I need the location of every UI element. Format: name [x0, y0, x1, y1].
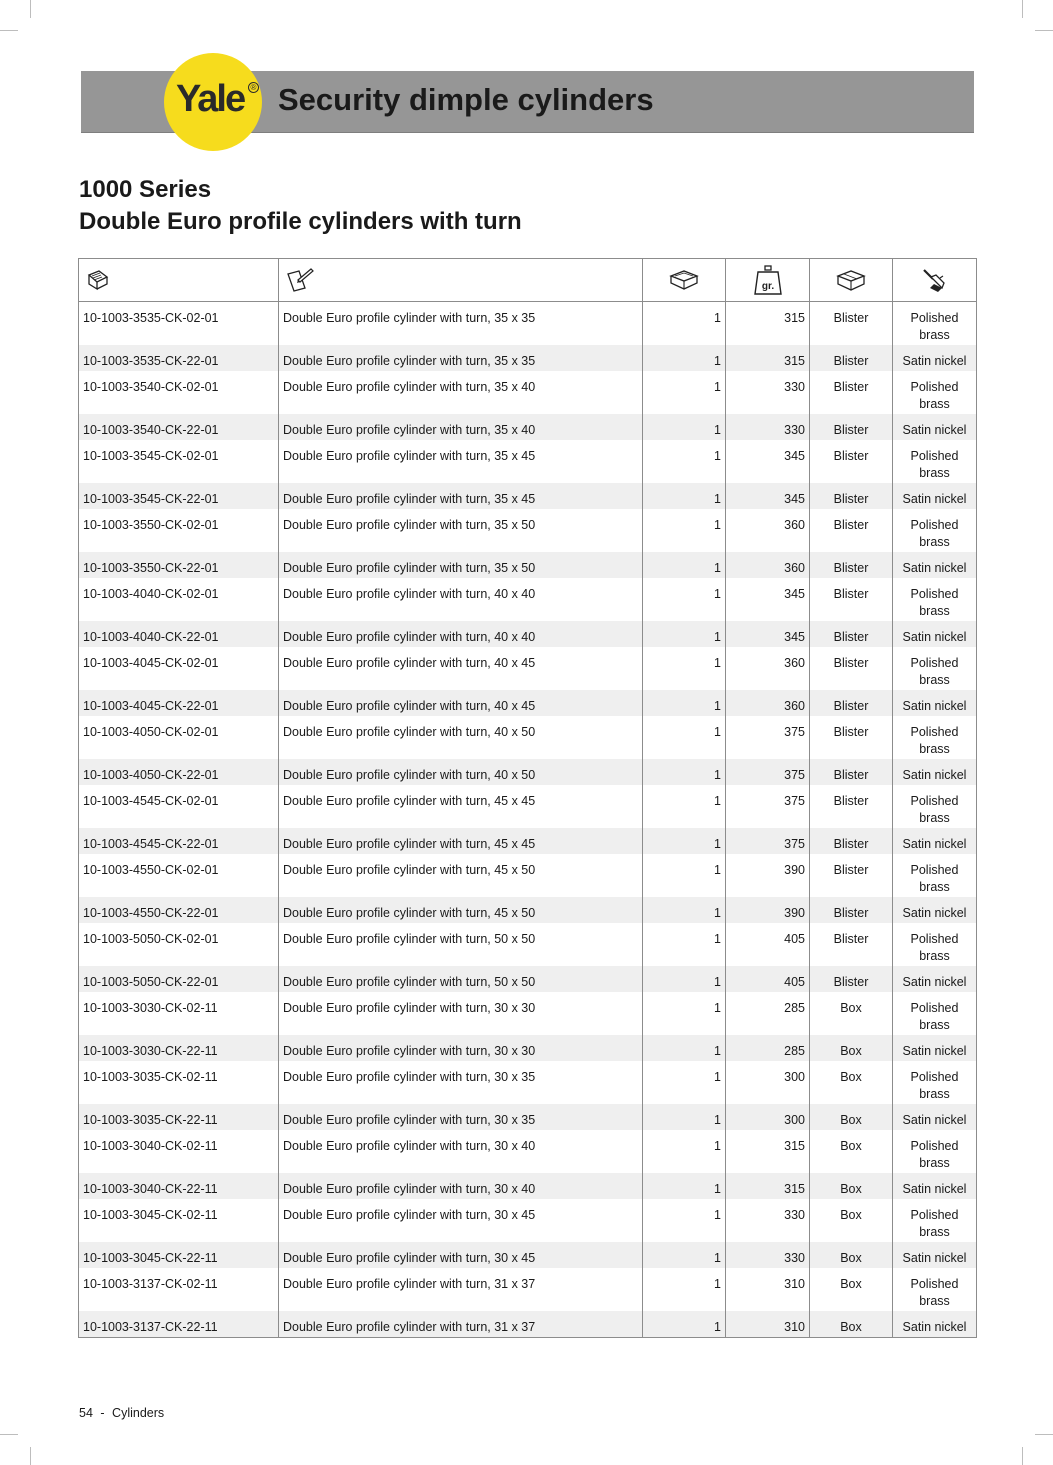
table-row [79, 1061, 977, 1104]
table-row [79, 1130, 977, 1173]
cell-quantity: 1 [643, 759, 726, 785]
footer-section: Cylinders [112, 1406, 165, 1420]
table-row [79, 1173, 977, 1199]
cell-quantity: 1 [643, 440, 726, 483]
cell-code: 10-1003-3550-CK-22-01 [79, 552, 279, 578]
cell-quantity: 1 [643, 716, 726, 759]
cell-weight: 375 [726, 785, 810, 828]
cell-code: 10-1003-3045-CK-02-11 [79, 1199, 279, 1242]
table-row [79, 552, 977, 578]
cell-weight: 375 [726, 716, 810, 759]
table-row [79, 302, 977, 346]
column-header-finish [893, 259, 977, 302]
crop-mark [1035, 30, 1053, 31]
table-row [79, 345, 977, 371]
footer-separator: - [100, 1406, 105, 1420]
cell-finish: Satin nickel [893, 552, 977, 578]
description-pen-icon [285, 266, 315, 294]
cell-packaging: Box [810, 1173, 893, 1199]
cell-code: 10-1003-3540-CK-02-01 [79, 371, 279, 414]
cell-quantity: 1 [643, 1061, 726, 1104]
cell-weight: 315 [726, 345, 810, 371]
cell-quantity: 1 [643, 647, 726, 690]
cell-description: Double Euro profile cylinder with turn, 45 x 50 [279, 854, 643, 897]
table-row [79, 828, 977, 854]
table-row [79, 371, 977, 414]
table-row [79, 923, 977, 966]
cell-packaging: Blister [810, 302, 893, 346]
cell-quantity: 1 [643, 1130, 726, 1173]
cell-quantity: 1 [643, 621, 726, 647]
table-row [79, 966, 977, 992]
crop-mark [0, 30, 18, 31]
cell-packaging: Box [810, 1311, 893, 1338]
cell-code: 10-1003-3030-CK-22-11 [79, 1035, 279, 1061]
cell-packaging: Blister [810, 414, 893, 440]
cell-description: Double Euro profile cylinder with turn, 40 x 45 [279, 647, 643, 690]
page-number: 54 [79, 1406, 93, 1420]
cell-packaging: Blister [810, 690, 893, 716]
cell-quantity: 1 [643, 897, 726, 923]
cell-weight: 405 [726, 923, 810, 966]
column-header-packaging [810, 259, 893, 302]
cell-weight: 330 [726, 371, 810, 414]
packaging-box-icon [835, 267, 867, 293]
cell-packaging: Box [810, 1199, 893, 1242]
product-table [78, 258, 977, 1338]
cell-weight: 300 [726, 1061, 810, 1104]
cell-finish: Polished brass [893, 1130, 977, 1173]
cell-weight: 330 [726, 1199, 810, 1242]
cell-quantity: 1 [643, 992, 726, 1035]
table-row [79, 509, 977, 552]
cell-code: 10-1003-4045-CK-22-01 [79, 690, 279, 716]
cell-weight: 330 [726, 414, 810, 440]
cell-code: 10-1003-4045-CK-02-01 [79, 647, 279, 690]
cell-quantity: 1 [643, 302, 726, 346]
cell-quantity: 1 [643, 345, 726, 371]
table-row [79, 647, 977, 690]
cell-finish: Polished brass [893, 923, 977, 966]
cell-description: Double Euro profile cylinder with turn, 40 x 40 [279, 578, 643, 621]
cell-code: 10-1003-3535-CK-22-01 [79, 345, 279, 371]
cell-description: Double Euro profile cylinder with turn, 35 x 35 [279, 302, 643, 346]
cell-packaging: Blister [810, 897, 893, 923]
cell-code: 10-1003-3550-CK-02-01 [79, 509, 279, 552]
cell-quantity: 1 [643, 923, 726, 966]
table-row [79, 716, 977, 759]
cell-packaging: Blister [810, 966, 893, 992]
cell-description: Double Euro profile cylinder with turn, 31 x 37 [279, 1311, 643, 1338]
cell-packaging: Box [810, 1242, 893, 1268]
column-header-code [79, 259, 279, 302]
cell-code: 10-1003-4545-CK-22-01 [79, 828, 279, 854]
cell-code: 10-1003-4040-CK-22-01 [79, 621, 279, 647]
cell-packaging: Box [810, 1268, 893, 1311]
cell-code: 10-1003-3545-CK-22-01 [79, 483, 279, 509]
cell-finish: Polished brass [893, 716, 977, 759]
cell-code: 10-1003-3035-CK-22-11 [79, 1104, 279, 1130]
table-row [79, 1268, 977, 1311]
cell-description: Double Euro profile cylinder with turn, 35 x 50 [279, 552, 643, 578]
cell-code: 10-1003-3545-CK-02-01 [79, 440, 279, 483]
cell-description: Double Euro profile cylinder with turn, 50 x 50 [279, 923, 643, 966]
cell-weight: 360 [726, 509, 810, 552]
cell-description: Double Euro profile cylinder with turn, 40 x 50 [279, 759, 643, 785]
cell-description: Double Euro profile cylinder with turn, 31 x 37 [279, 1268, 643, 1311]
cell-packaging: Blister [810, 716, 893, 759]
weight-icon-label: gr. [761, 281, 774, 292]
cell-packaging: Box [810, 1104, 893, 1130]
cell-quantity: 1 [643, 578, 726, 621]
cell-quantity: 1 [643, 828, 726, 854]
cell-description: Double Euro profile cylinder with turn, 50 x 50 [279, 966, 643, 992]
cell-finish: Polished brass [893, 785, 977, 828]
cell-description: Double Euro profile cylinder with turn, 45 x 45 [279, 785, 643, 828]
series-subtitle: Double Euro profile cylinders with turn [79, 208, 522, 235]
table-row [79, 759, 977, 785]
table-row [79, 690, 977, 716]
cell-finish: Polished brass [893, 1199, 977, 1242]
cell-description: Double Euro profile cylinder with turn, 35 x 50 [279, 509, 643, 552]
table-row [79, 414, 977, 440]
package-quantity-icon [668, 267, 700, 293]
cell-code: 10-1003-3535-CK-02-01 [79, 302, 279, 346]
cell-code: 10-1003-4550-CK-02-01 [79, 854, 279, 897]
cell-finish: Polished brass [893, 578, 977, 621]
cell-packaging: Blister [810, 828, 893, 854]
cell-description: Double Euro profile cylinder with turn, 30 x 40 [279, 1173, 643, 1199]
series-title: 1000 Series [79, 176, 212, 203]
cell-finish: Satin nickel [893, 828, 977, 854]
cell-finish: Polished brass [893, 440, 977, 483]
cell-finish: Satin nickel [893, 1242, 977, 1268]
cell-code: 10-1003-3045-CK-22-11 [79, 1242, 279, 1268]
cell-quantity: 1 [643, 509, 726, 552]
cell-packaging: Blister [810, 923, 893, 966]
finish-brush-icon [920, 266, 950, 294]
page-footer [79, 1406, 164, 1420]
table-row [79, 785, 977, 828]
cell-packaging: Blister [810, 371, 893, 414]
table-header-row [79, 259, 977, 302]
crop-mark [30, 0, 31, 18]
cell-weight: 360 [726, 690, 810, 716]
cell-weight: 285 [726, 992, 810, 1035]
cell-code: 10-1003-3137-CK-22-11 [79, 1311, 279, 1338]
cell-weight: 315 [726, 302, 810, 346]
table-row [79, 1242, 977, 1268]
cell-description: Double Euro profile cylinder with turn, 40 x 45 [279, 690, 643, 716]
cell-code: 10-1003-4050-CK-22-01 [79, 759, 279, 785]
cell-description: Double Euro profile cylinder with turn, 45 x 50 [279, 897, 643, 923]
cell-quantity: 1 [643, 1104, 726, 1130]
cell-description: Double Euro profile cylinder with turn, 35 x 40 [279, 414, 643, 440]
cell-weight: 375 [726, 759, 810, 785]
cell-description: Double Euro profile cylinder with turn, 30 x 35 [279, 1061, 643, 1104]
cell-code: 10-1003-4545-CK-02-01 [79, 785, 279, 828]
cell-finish: Satin nickel [893, 966, 977, 992]
cell-weight: 375 [726, 828, 810, 854]
cell-packaging: Blister [810, 854, 893, 897]
cell-description: Double Euro profile cylinder with turn, 35 x 35 [279, 345, 643, 371]
cell-code: 10-1003-4550-CK-22-01 [79, 897, 279, 923]
cell-code: 10-1003-3137-CK-02-11 [79, 1268, 279, 1311]
cell-quantity: 1 [643, 483, 726, 509]
cell-packaging: Blister [810, 785, 893, 828]
weight-gr-icon [753, 264, 783, 296]
crop-mark [30, 1447, 31, 1465]
column-header-description [279, 259, 643, 302]
cell-weight: 315 [726, 1173, 810, 1199]
cell-quantity: 1 [643, 371, 726, 414]
cell-finish: Polished brass [893, 302, 977, 346]
column-header-weight [726, 259, 810, 302]
cell-weight: 405 [726, 966, 810, 992]
cell-weight: 360 [726, 552, 810, 578]
cell-finish: Polished brass [893, 854, 977, 897]
crop-mark [0, 1434, 18, 1435]
cell-packaging: Blister [810, 621, 893, 647]
table-row [79, 1035, 977, 1061]
table-row [79, 1311, 977, 1338]
table-row [79, 440, 977, 483]
cell-finish: Satin nickel [893, 1035, 977, 1061]
cell-quantity: 1 [643, 1035, 726, 1061]
cell-description: Double Euro profile cylinder with turn, 35 x 40 [279, 371, 643, 414]
cell-packaging: Box [810, 1061, 893, 1104]
cell-description: Double Euro profile cylinder with turn, 30 x 40 [279, 1130, 643, 1173]
cell-code: 10-1003-4040-CK-02-01 [79, 578, 279, 621]
cell-finish: Satin nickel [893, 1173, 977, 1199]
cell-packaging: Blister [810, 509, 893, 552]
cell-quantity: 1 [643, 1311, 726, 1338]
cell-packaging: Blister [810, 345, 893, 371]
cell-code: 10-1003-3540-CK-22-01 [79, 414, 279, 440]
registered-mark: ® [248, 82, 259, 93]
cell-finish: Satin nickel [893, 414, 977, 440]
cell-finish: Satin nickel [893, 1104, 977, 1130]
cell-description: Double Euro profile cylinder with turn, 40 x 40 [279, 621, 643, 647]
cell-finish: Satin nickel [893, 690, 977, 716]
table-row [79, 483, 977, 509]
cell-packaging: Blister [810, 483, 893, 509]
table-row [79, 578, 977, 621]
cell-code: 10-1003-3040-CK-02-11 [79, 1130, 279, 1173]
cell-quantity: 1 [643, 1199, 726, 1242]
logo-wordmark: Yale [176, 78, 245, 120]
cell-weight: 390 [726, 854, 810, 897]
table-row [79, 1199, 977, 1242]
cell-packaging: Blister [810, 759, 893, 785]
cell-description: Double Euro profile cylinder with turn, 30 x 30 [279, 1035, 643, 1061]
cell-finish: Satin nickel [893, 345, 977, 371]
table-row [79, 621, 977, 647]
cell-weight: 285 [726, 1035, 810, 1061]
cell-weight: 330 [726, 1242, 810, 1268]
cell-weight: 360 [726, 647, 810, 690]
cell-finish: Polished brass [893, 1061, 977, 1104]
table-row [79, 1104, 977, 1130]
cell-weight: 315 [726, 1130, 810, 1173]
cell-code: 10-1003-5050-CK-22-01 [79, 966, 279, 992]
cell-weight: 345 [726, 621, 810, 647]
cell-code: 10-1003-3040-CK-22-11 [79, 1173, 279, 1199]
cell-finish: Polished brass [893, 509, 977, 552]
cell-packaging: Blister [810, 647, 893, 690]
table-row [79, 897, 977, 923]
cell-quantity: 1 [643, 1242, 726, 1268]
cell-weight: 390 [726, 897, 810, 923]
cell-finish: Satin nickel [893, 483, 977, 509]
cell-weight: 345 [726, 578, 810, 621]
cell-description: Double Euro profile cylinder with turn, 30 x 45 [279, 1242, 643, 1268]
cell-description: Double Euro profile cylinder with turn, 35 x 45 [279, 483, 643, 509]
cell-quantity: 1 [643, 1173, 726, 1199]
cell-finish: Polished brass [893, 992, 977, 1035]
page-header-title: Security dimple cylinders [278, 82, 654, 117]
catalogue-book-icon [85, 267, 111, 293]
cell-weight: 345 [726, 440, 810, 483]
cell-weight: 345 [726, 483, 810, 509]
yale-logo [164, 53, 262, 151]
table-row [79, 854, 977, 897]
section-title [79, 174, 522, 238]
cell-description: Double Euro profile cylinder with turn, 45 x 45 [279, 828, 643, 854]
cell-quantity: 1 [643, 690, 726, 716]
cell-code: 10-1003-3035-CK-02-11 [79, 1061, 279, 1104]
crop-mark [1035, 1434, 1053, 1435]
cell-description: Double Euro profile cylinder with turn, 30 x 45 [279, 1199, 643, 1242]
cell-code: 10-1003-5050-CK-02-01 [79, 923, 279, 966]
column-header-quantity [643, 259, 726, 302]
cell-description: Double Euro profile cylinder with turn, 40 x 50 [279, 716, 643, 759]
cell-finish: Polished brass [893, 1268, 977, 1311]
cell-finish: Satin nickel [893, 759, 977, 785]
cell-description: Double Euro profile cylinder with turn, 35 x 45 [279, 440, 643, 483]
cell-weight: 310 [726, 1311, 810, 1338]
cell-quantity: 1 [643, 1268, 726, 1311]
cell-code: 10-1003-4050-CK-02-01 [79, 716, 279, 759]
cell-packaging: Box [810, 1130, 893, 1173]
cell-packaging: Blister [810, 552, 893, 578]
cell-quantity: 1 [643, 552, 726, 578]
cell-weight: 310 [726, 1268, 810, 1311]
cell-quantity: 1 [643, 785, 726, 828]
cell-packaging: Box [810, 992, 893, 1035]
cell-code: 10-1003-3030-CK-02-11 [79, 992, 279, 1035]
crop-mark [1022, 1447, 1023, 1465]
cell-finish: Satin nickel [893, 621, 977, 647]
cell-finish: Polished brass [893, 647, 977, 690]
cell-packaging: Blister [810, 440, 893, 483]
cell-packaging: Blister [810, 578, 893, 621]
cell-description: Double Euro profile cylinder with turn, 30 x 30 [279, 992, 643, 1035]
cell-quantity: 1 [643, 854, 726, 897]
cell-finish: Polished brass [893, 371, 977, 414]
cell-quantity: 1 [643, 966, 726, 992]
cell-quantity: 1 [643, 414, 726, 440]
crop-mark [1022, 0, 1023, 18]
cell-finish: Satin nickel [893, 1311, 977, 1338]
cell-packaging: Box [810, 1035, 893, 1061]
cell-finish: Satin nickel [893, 897, 977, 923]
cell-weight: 300 [726, 1104, 810, 1130]
cell-description: Double Euro profile cylinder with turn, 30 x 35 [279, 1104, 643, 1130]
table-row [79, 992, 977, 1035]
